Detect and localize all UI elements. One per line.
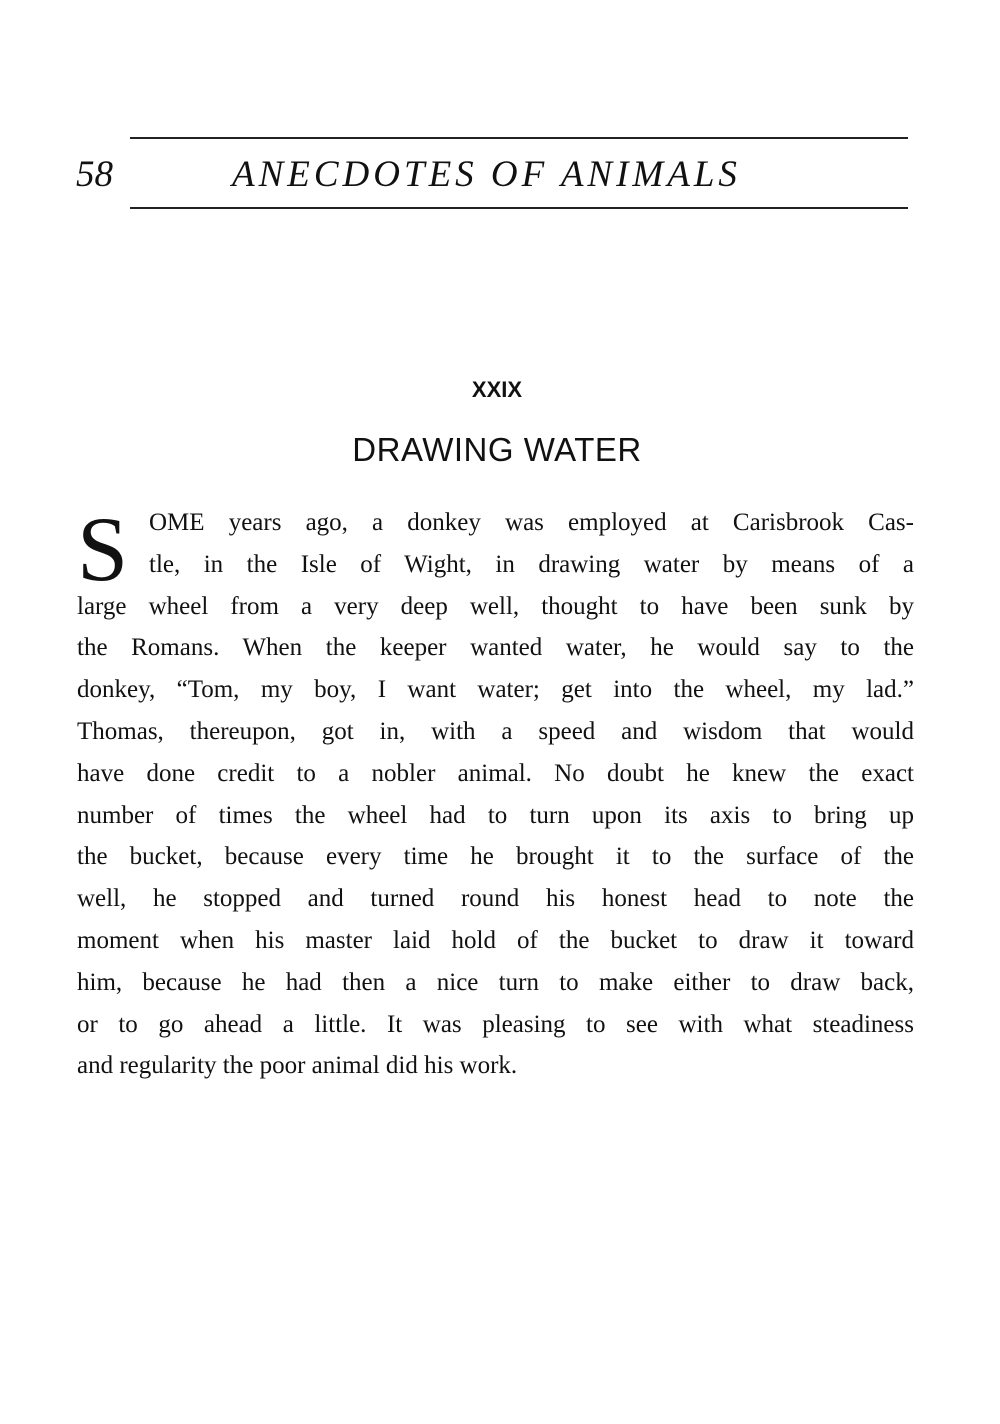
chapter-title: DRAWING WATER: [352, 431, 642, 468]
drop-cap: S: [77, 498, 129, 600]
text-line: OME years ago, a donkey was employed at Carisbrook Cas-: [149, 509, 914, 536]
text-line: moment when his master laid hold of the bucket to draw it toward: [77, 926, 914, 954]
text-line: large wheel from a very deep well, thought to have been sunk by: [77, 592, 914, 620]
text-line: Thomas, thereupon, got in, with a speed and wisdom that would: [77, 717, 914, 745]
text-line: and regularity the poor animal did his work.: [77, 1052, 518, 1080]
text-line: the Romans. When the keeper wanted water, he would say to the: [77, 634, 914, 662]
running-head: ANECDOTES OF ANIMALS: [232, 154, 741, 195]
body-paragraph: [77, 498, 914, 1087]
page-number: 58: [76, 154, 113, 195]
text-line: the bucket, because every time he brought it to the surface of the: [77, 843, 914, 871]
text-line: donkey, “Tom, my boy, I want water; get into the wheel, my lad.”: [77, 676, 914, 704]
text-line: him, because he had then a nice turn to make either to draw back,: [77, 968, 914, 996]
header-rule-top: [130, 137, 908, 139]
chapter-number: XXIX: [471, 377, 523, 402]
text-line: have done credit to a nobler animal. No doubt he knew the exact: [77, 759, 914, 787]
text-line: number of times the wheel had to turn upon its axis to bring up: [77, 801, 914, 829]
header-rule-bottom: [130, 207, 908, 209]
text-line: well, he stopped and turned round his honest head to note the: [77, 885, 914, 913]
text-line: tle, in the Isle of Wight, in drawing water by means of a: [149, 550, 914, 578]
text-line: or to go ahead a little. It was pleasing to see with what steadiness: [77, 1010, 914, 1038]
